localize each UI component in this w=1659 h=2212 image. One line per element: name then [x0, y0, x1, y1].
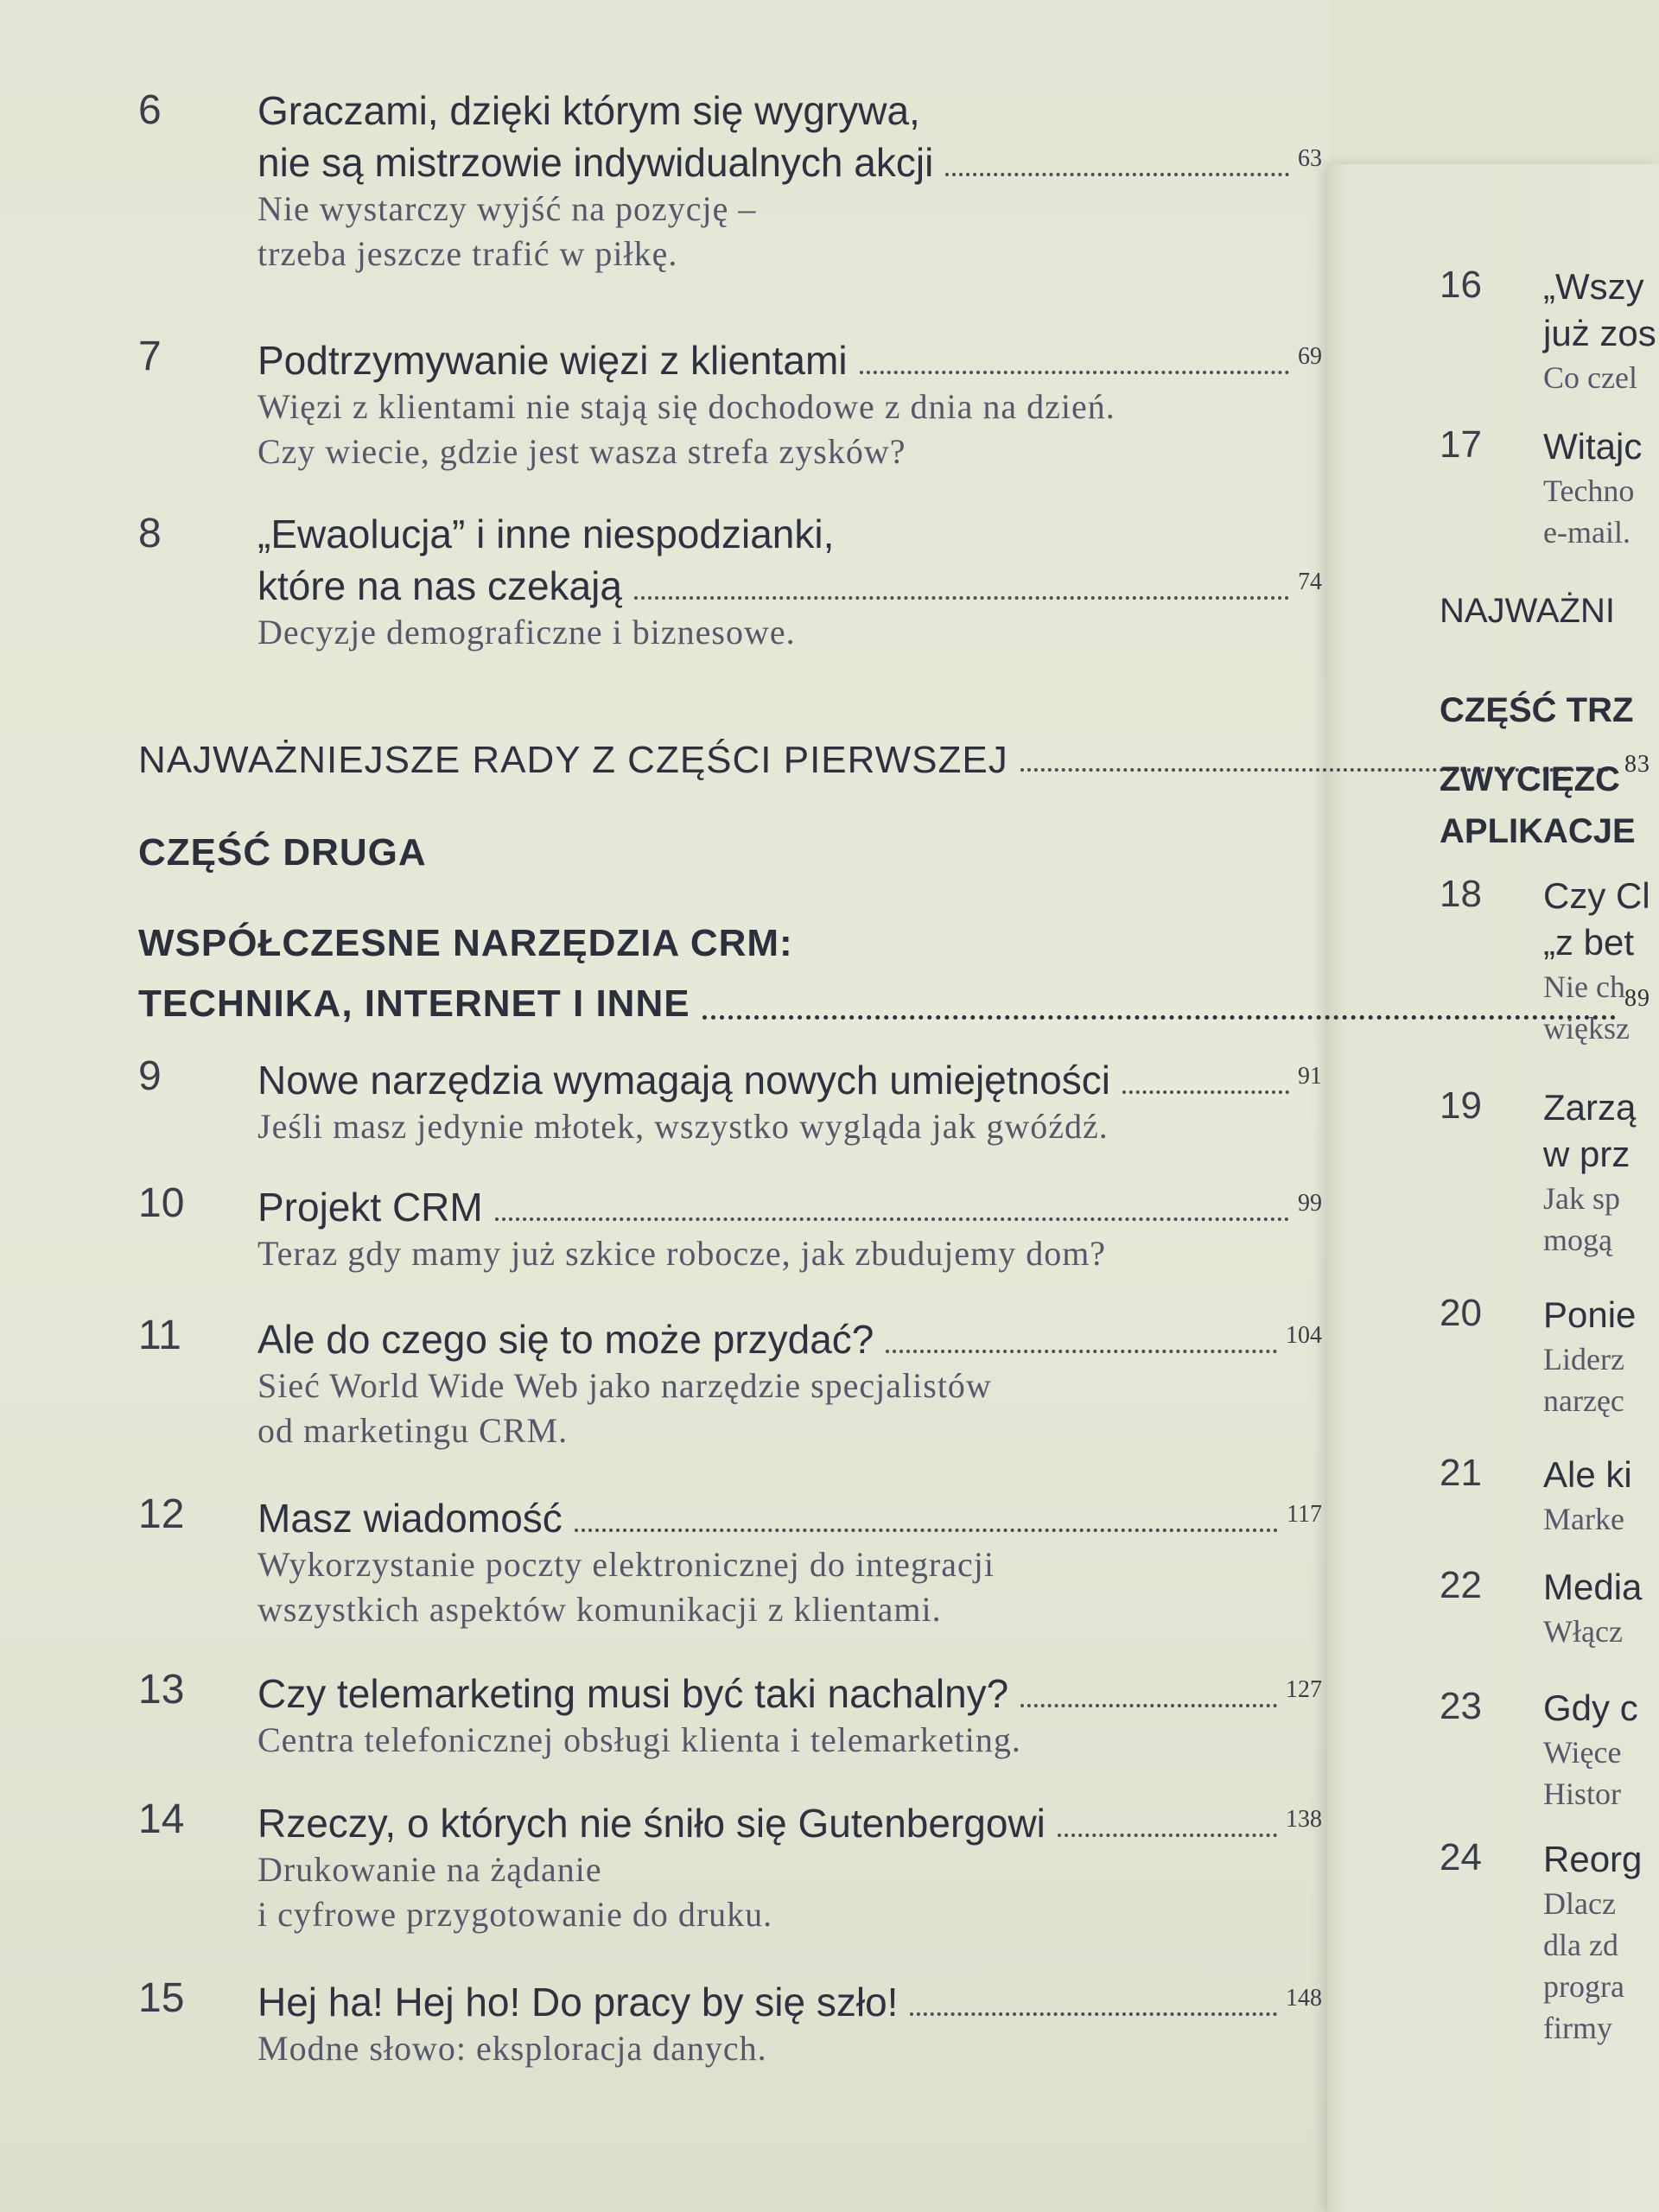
chapter-title-line — [257, 1312, 1331, 1363]
chapter-body — [1543, 1685, 1638, 1815]
leader-dots — [886, 1350, 1277, 1353]
chapter-title-line — [257, 86, 1331, 135]
chapter-title: Czy telemarketing musi być taki nachalny? — [257, 1671, 1009, 1716]
chapter-number: 12 — [138, 1491, 185, 1537]
chapter-body — [257, 1179, 1331, 1276]
right-summary-partial: NAJWAŻNI — [1440, 592, 1615, 630]
chapter-body — [1543, 1836, 1642, 2049]
page-number: 127 — [1286, 1676, 1322, 1703]
chapter-subtitle: Teraz gdy mamy już szkice robocze, jak zbudujemy dom? — [257, 1234, 1107, 1273]
chapter-number: 15 — [138, 1975, 185, 2021]
chapter-number: 16 — [1440, 264, 1482, 306]
chapter-title: Media — [1543, 1567, 1643, 1607]
chapter-title: Graczami, dzięki którym się wygrywa, — [257, 88, 920, 133]
chapter-title: już zos — [1543, 313, 1656, 353]
chapter-subtitle: Histor — [1543, 1777, 1621, 1811]
chapter-subtitle: trzeba jeszcze trafić w piłkę. — [257, 234, 678, 273]
chapter-body — [257, 1666, 1331, 1763]
chapter-subtitle: od marketingu CRM. — [257, 1411, 569, 1450]
chapter-subtitle: Liderz — [1543, 1342, 1624, 1376]
chapter-title-line — [257, 1179, 1331, 1231]
chapter-number: 21 — [1440, 1452, 1482, 1494]
chapter-number: 9 — [138, 1053, 162, 1099]
chapter-body — [257, 510, 1331, 655]
chapter-body — [257, 1052, 1331, 1149]
chapter-body — [1543, 264, 1656, 398]
page-number: 69 — [1298, 343, 1322, 370]
chapter-subtitle: dla zd — [1543, 1928, 1618, 1962]
chapter-subtitle: narzęc — [1543, 1383, 1624, 1418]
chapter-title: Ale do czego się to może przydać? — [257, 1317, 874, 1362]
leader-dots — [1058, 1834, 1277, 1837]
chapter-subtitle: Jak sp — [1543, 1181, 1620, 1216]
chapter-subtitle: Techno — [1543, 474, 1635, 508]
chapter-title: Gdy c — [1543, 1688, 1638, 1728]
part2-title — [138, 916, 1659, 1032]
chapter-title: Czy Cl — [1543, 875, 1650, 916]
chapter-body — [1543, 1292, 1636, 1421]
chapter-body — [257, 333, 1331, 474]
chapter-subtitle: Nie wystarczy wyjść na pozycję – — [257, 189, 757, 228]
chapter-subtitle: Dlacz — [1543, 1886, 1616, 1921]
chapter-title: w prz — [1543, 1134, 1630, 1174]
part2-title-line2: TECHNIKA, INTERNET I INNE — [138, 982, 690, 1025]
chapter-body — [1543, 423, 1642, 553]
chapter-subtitle: Decyzje demograficzne i biznesowe. — [257, 613, 796, 652]
page-number: 99 — [1298, 1190, 1322, 1217]
summary-part1-label: NAJWAŻNIEJSZE RADY Z CZĘŚCI PIERWSZEJ — [138, 739, 1008, 781]
chapter-body — [257, 1491, 1331, 1632]
chapter-subtitle: Więzi z klientami nie stają się dochodowe z dnia na dzień. — [257, 387, 1116, 426]
chapter-title-line — [257, 1796, 1331, 1847]
chapter-title: Ponie — [1543, 1294, 1637, 1335]
chapter-number: 20 — [1440, 1292, 1482, 1334]
page-number: 138 — [1286, 1806, 1322, 1833]
chapter-title: Projekt CRM — [257, 1185, 483, 1230]
chapter-number: 11 — [138, 1313, 181, 1358]
chapter-title-line — [257, 558, 1331, 610]
leader-dots — [634, 596, 1289, 600]
chapter-title: „z bet — [1543, 922, 1635, 963]
chapter-subtitle: mogą — [1543, 1223, 1612, 1257]
chapter-subtitle: Centra telefonicznej obsługi klienta i telemarketing. — [257, 1720, 1021, 1759]
chapter-number: 22 — [1440, 1564, 1482, 1606]
chapter-subtitle: Marke — [1543, 1502, 1624, 1536]
chapter-subtitle: Drukowanie na żądanie — [257, 1850, 602, 1889]
part2-title-line1: WSPÓŁCZESNE NARZĘDZIA CRM: — [138, 922, 793, 964]
leader-dots — [860, 371, 1289, 374]
chapter-subtitle: Co czel — [1543, 360, 1637, 395]
chapter-title-line — [257, 1974, 1331, 2026]
chapter-body — [1543, 1084, 1636, 1261]
chapter-number: 7 — [138, 334, 162, 379]
chapter-body — [257, 1974, 1331, 2071]
chapter-subtitle: Więce — [1543, 1735, 1622, 1770]
part2-heading: CZĘŚĆ DRUGA — [138, 831, 427, 874]
chapter-number: 24 — [1440, 1836, 1482, 1878]
chapter-title: Zarzą — [1543, 1087, 1637, 1128]
page-number: 83 — [1624, 751, 1650, 778]
leader-dots — [910, 2012, 1277, 2016]
chapter-title: które na nas czekają — [257, 563, 622, 608]
chapter-title-line — [257, 333, 1331, 385]
chapter-body — [257, 86, 1331, 276]
chapter-body — [1543, 873, 1650, 1049]
chapter-title-line — [257, 1052, 1331, 1104]
chapter-subtitle: Nie ch — [1543, 969, 1625, 1004]
part3-title-line2: APLIKACJE — [1440, 812, 1636, 850]
chapter-title: Reorg — [1543, 1839, 1643, 1879]
chapter-subtitle: firmy — [1543, 2011, 1612, 2045]
chapter-subtitle: Włącz — [1543, 1614, 1623, 1649]
chapter-subtitle: progra — [1543, 1969, 1624, 2004]
page-number: 104 — [1286, 1322, 1322, 1349]
chapter-number: 14 — [138, 1796, 185, 1842]
chapter-subtitle: e-mail. — [1543, 515, 1630, 550]
page-number: 148 — [1286, 1985, 1322, 2012]
chapter-body — [1543, 1564, 1642, 1652]
chapter-title: Nowe narzędzia wymagają nowych umiejętności — [257, 1058, 1110, 1103]
chapter-title-line — [257, 510, 1331, 558]
chapter-subtitle: Sieć World Wide Web jako narzędzie specjalistów — [257, 1366, 992, 1405]
chapter-title: „Ewaolucja” i inne niespodzianki, — [257, 512, 835, 556]
chapter-number: 13 — [138, 1667, 185, 1713]
chapter-title: Ale ki — [1543, 1454, 1632, 1495]
leader-dots — [495, 1217, 1289, 1221]
chapter-body — [257, 1796, 1331, 1937]
chapter-number: 10 — [138, 1180, 185, 1226]
chapter-title-line — [257, 1666, 1331, 1718]
chapter-title-line — [257, 1491, 1331, 1542]
chapter-body — [257, 1312, 1331, 1453]
part3-heading: CZĘŚĆ TRZ — [1440, 691, 1634, 729]
page-number: 63 — [1298, 145, 1322, 172]
chapter-title: Podtrzymywanie więzi z klientami — [257, 338, 848, 383]
chapter-number: 19 — [1440, 1084, 1482, 1127]
chapter-title: nie są mistrzowie indywidualnych akcji — [257, 140, 934, 185]
summary-part1 — [138, 739, 1659, 782]
chapter-subtitle: i cyfrowe przygotowanie do druku. — [257, 1895, 773, 1934]
leader-dots — [945, 173, 1289, 176]
page-number: 117 — [1287, 1501, 1322, 1528]
page-number: 74 — [1298, 569, 1322, 595]
leader-dots — [702, 1015, 1616, 1020]
leader-dots — [575, 1529, 1278, 1532]
page-number: 89 — [1624, 985, 1650, 1012]
page-number: 91 — [1298, 1063, 1322, 1090]
chapter-number: 8 — [138, 511, 162, 556]
chapter-subtitle: wszystkich aspektów komunikacji z klientami. — [257, 1590, 942, 1629]
chapter-subtitle: Modne słowo: eksploracja danych. — [257, 2029, 767, 2068]
leader-dots — [1020, 1704, 1277, 1707]
chapter-title: Rzeczy, o których nie śniło się Gutenbergowi — [257, 1801, 1046, 1846]
chapter-subtitle: Czy wiecie, gdzie jest wasza strefa zysków? — [257, 432, 906, 471]
chapter-number: 6 — [138, 87, 162, 133]
chapter-subtitle: większ — [1543, 1011, 1630, 1046]
chapter-number: 18 — [1440, 873, 1482, 915]
chapter-number: 17 — [1440, 423, 1482, 466]
chapter-title-line — [257, 135, 1331, 187]
chapter-subtitle: Jeśli masz jedynie młotek, wszystko wygląda jak gwóźdź. — [257, 1107, 1109, 1146]
part3-title-line1: ZWYCIĘZC — [1440, 760, 1620, 798]
chapter-title: Witajc — [1543, 426, 1643, 467]
chapter-title: „Wszy — [1543, 266, 1644, 307]
chapter-title: Masz wiadomość — [257, 1496, 563, 1541]
chapter-number: 23 — [1440, 1685, 1482, 1727]
chapter-body — [1543, 1452, 1632, 1540]
chapter-subtitle: Wykorzystanie poczty elektronicznej do integracji — [257, 1545, 995, 1584]
leader-dots — [1122, 1090, 1289, 1094]
chapter-title: Hej ha! Hej ho! Do pracy by się szło! — [257, 1980, 899, 2024]
